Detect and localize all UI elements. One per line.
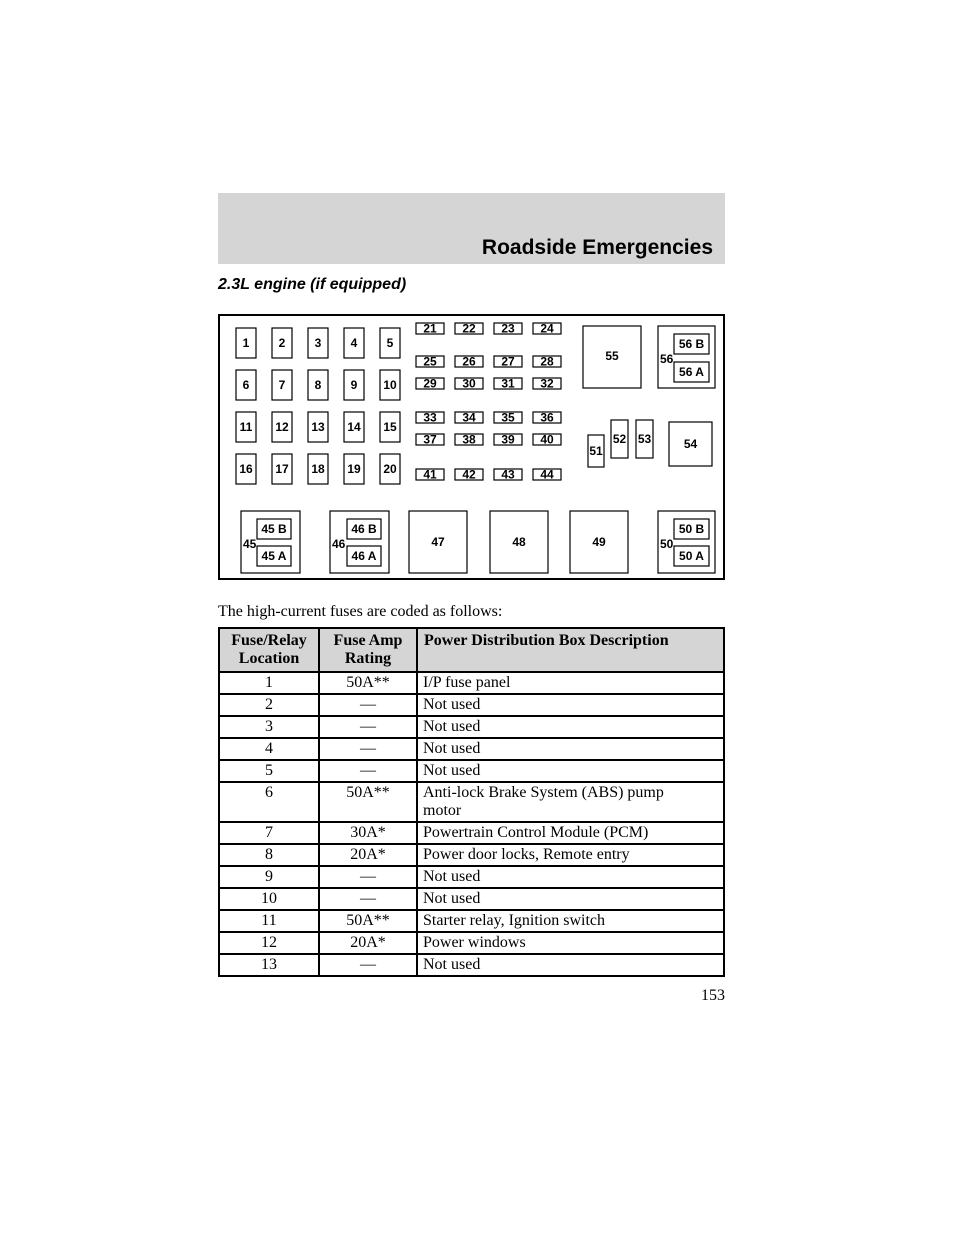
relay-label: 55 — [605, 349, 619, 363]
cell-description: Starter relay, Ignition switch — [417, 910, 724, 932]
fuse-label: 7 — [278, 378, 286, 392]
mini-fuse-label: 36 — [540, 410, 554, 425]
relay-label: 54 — [683, 437, 698, 451]
fuse-label: 14 — [347, 420, 361, 434]
relay-half-label: 56 A — [679, 365, 704, 379]
cell-location: 8 — [219, 844, 319, 866]
mini-fuse-label: 21 — [423, 321, 437, 336]
cell-location: 10 — [219, 888, 319, 910]
table-row — [219, 672, 724, 694]
table-row — [219, 932, 724, 954]
mini-fuse-label: 37 — [423, 432, 437, 447]
relay-half-label: 56 B — [678, 337, 705, 351]
cell-location: 2 — [219, 694, 319, 716]
cell-description — [417, 782, 724, 822]
small-relay-label: 52 — [612, 432, 627, 446]
header-location — [219, 628, 319, 672]
cell-location: 6 — [219, 782, 319, 822]
fuse-label: 19 — [347, 462, 361, 476]
fuse-label: 20 — [383, 462, 397, 476]
mini-fuse-label: 40 — [540, 432, 554, 447]
table-row — [219, 822, 724, 844]
mini-fuse-label: 23 — [501, 321, 515, 336]
cell-location: 7 — [219, 822, 319, 844]
cell-description: Not used — [417, 954, 724, 976]
fuse-label: 5 — [386, 336, 394, 350]
fuse-label: 18 — [311, 462, 325, 476]
fuse-label: 6 — [242, 378, 250, 392]
table-row — [219, 716, 724, 738]
fuse-label: 1 — [242, 336, 250, 350]
mini-fuse-label: 43 — [501, 467, 515, 482]
cell-rating: 30A* — [319, 822, 417, 844]
mini-fuse-label: 39 — [501, 432, 515, 447]
relay-group-label: 45 — [243, 537, 257, 551]
cell-location: 1 — [219, 672, 319, 694]
cell-rating: 50A** — [319, 782, 417, 822]
mini-fuse-label: 38 — [462, 432, 476, 447]
cell-rating: 20A* — [319, 844, 417, 866]
fuse-label: 4 — [350, 336, 358, 350]
cell-description: Power door locks, Remote entry — [417, 844, 724, 866]
cell-location: 3 — [219, 716, 319, 738]
header-rating — [319, 628, 417, 672]
relay-half-label: 46 B — [351, 522, 377, 536]
relay-group-label: 46 — [332, 537, 346, 551]
cell-rating: 20A* — [319, 932, 417, 954]
cell-description: Not used — [417, 716, 724, 738]
table-row — [219, 738, 724, 760]
cell-description: Not used — [417, 760, 724, 782]
cell-description-line: motor — [423, 802, 462, 819]
subtitle: 2.3L engine (if equipped) — [218, 276, 407, 293]
mini-fuse-label: 29 — [423, 376, 437, 391]
relay-half-label: 50 A — [679, 549, 704, 563]
cell-description: I/P fuse panel — [417, 672, 724, 694]
relay-label: 49 — [592, 535, 606, 549]
table-row — [219, 844, 724, 866]
cell-location: 12 — [219, 932, 319, 954]
mini-fuse-label: 34 — [462, 410, 476, 425]
mini-fuse-label: 42 — [462, 467, 476, 482]
table-body — [219, 672, 724, 976]
section-title: Roadside Emergencies — [481, 236, 713, 259]
fuse-label: 13 — [311, 420, 325, 434]
fuse-label: 15 — [383, 420, 397, 434]
header-rating-line-2: Rating — [344, 650, 392, 667]
cell-rating: 50A** — [319, 672, 417, 694]
header-location-line-1: Fuse/Relay — [231, 632, 307, 649]
mini-fuse-label: 22 — [462, 321, 476, 336]
header-rating-line-1: Fuse Amp — [333, 632, 403, 649]
table-header-row — [219, 628, 724, 672]
table-row — [219, 954, 724, 976]
cell-description: Not used — [417, 866, 724, 888]
table-row — [219, 760, 724, 782]
cell-location: 9 — [219, 866, 319, 888]
table-row — [219, 910, 724, 932]
mini-fuse-label: 24 — [540, 321, 554, 336]
cell-description: Not used — [417, 694, 724, 716]
mini-fuse-label: 27 — [501, 354, 515, 369]
relay-half-label: 46 A — [351, 549, 377, 563]
mini-fuse-label: 44 — [540, 467, 554, 482]
fuse-table — [218, 627, 725, 977]
relay-half-label: 50 B — [678, 522, 705, 536]
fuse-label: 9 — [350, 378, 358, 392]
cell-rating: — — [319, 760, 417, 782]
intro-text: The high-current fuses are coded as follows: — [218, 603, 503, 620]
cell-description: Powertrain Control Module (PCM) — [417, 822, 724, 844]
cell-rating: — — [319, 738, 417, 760]
relay-label: 47 — [431, 535, 445, 549]
mini-fuse-label: 30 — [462, 376, 476, 391]
fuse-label: 8 — [314, 378, 322, 392]
relay-group-label: 56 — [660, 352, 674, 366]
mini-fuse-label: 25 — [423, 354, 437, 369]
mini-fuse-label: 35 — [501, 410, 515, 425]
section-header — [218, 193, 725, 264]
cell-rating: — — [319, 694, 417, 716]
mini-fuse-label: 28 — [540, 354, 554, 369]
mini-fuse-label: 41 — [423, 467, 437, 482]
cell-location: 13 — [219, 954, 319, 976]
page-number: 153 — [701, 987, 725, 1004]
fuse-box-diagram — [218, 314, 725, 580]
cell-rating: — — [319, 866, 417, 888]
cell-location: 11 — [219, 910, 319, 932]
table-row — [219, 694, 724, 716]
cell-location: 4 — [219, 738, 319, 760]
cell-description: Power windows — [417, 932, 724, 954]
fuse-label: 11 — [239, 420, 253, 434]
cell-rating: — — [319, 954, 417, 976]
fuse-box-svg — [220, 316, 723, 578]
cell-rating: — — [319, 888, 417, 910]
table-row — [219, 782, 724, 822]
cell-rating: 50A** — [319, 910, 417, 932]
small-relay-label: 53 — [637, 432, 652, 446]
table-row — [219, 866, 724, 888]
relay-half-label: 45 B — [261, 522, 287, 536]
fuse-label: 3 — [314, 336, 322, 350]
header-description: Power Distribution Box Description — [417, 628, 724, 672]
mini-fuse-label: 26 — [462, 354, 476, 369]
relay-label: 48 — [512, 535, 526, 549]
mini-fuse-label: 32 — [540, 376, 554, 391]
relay-group-label: 50 — [660, 537, 674, 551]
fuse-label: 12 — [275, 420, 289, 434]
table-row — [219, 888, 724, 910]
fuse-label: 2 — [278, 336, 286, 350]
fuse-label: 16 — [239, 462, 253, 476]
cell-description: Not used — [417, 738, 724, 760]
cell-location: 5 — [219, 760, 319, 782]
cell-rating: — — [319, 716, 417, 738]
fuse-label: 17 — [275, 462, 289, 476]
header-location-line-2: Location — [238, 650, 300, 667]
cell-description: Not used — [417, 888, 724, 910]
fuse-label: 10 — [383, 378, 397, 392]
mini-fuse-label: 31 — [501, 376, 515, 391]
relay-half-label: 45 A — [261, 549, 287, 563]
mini-fuse-label: 33 — [423, 410, 437, 425]
cell-description-line: Anti-lock Brake System (ABS) pump — [423, 784, 664, 801]
small-relay-label: 51 — [589, 444, 603, 458]
